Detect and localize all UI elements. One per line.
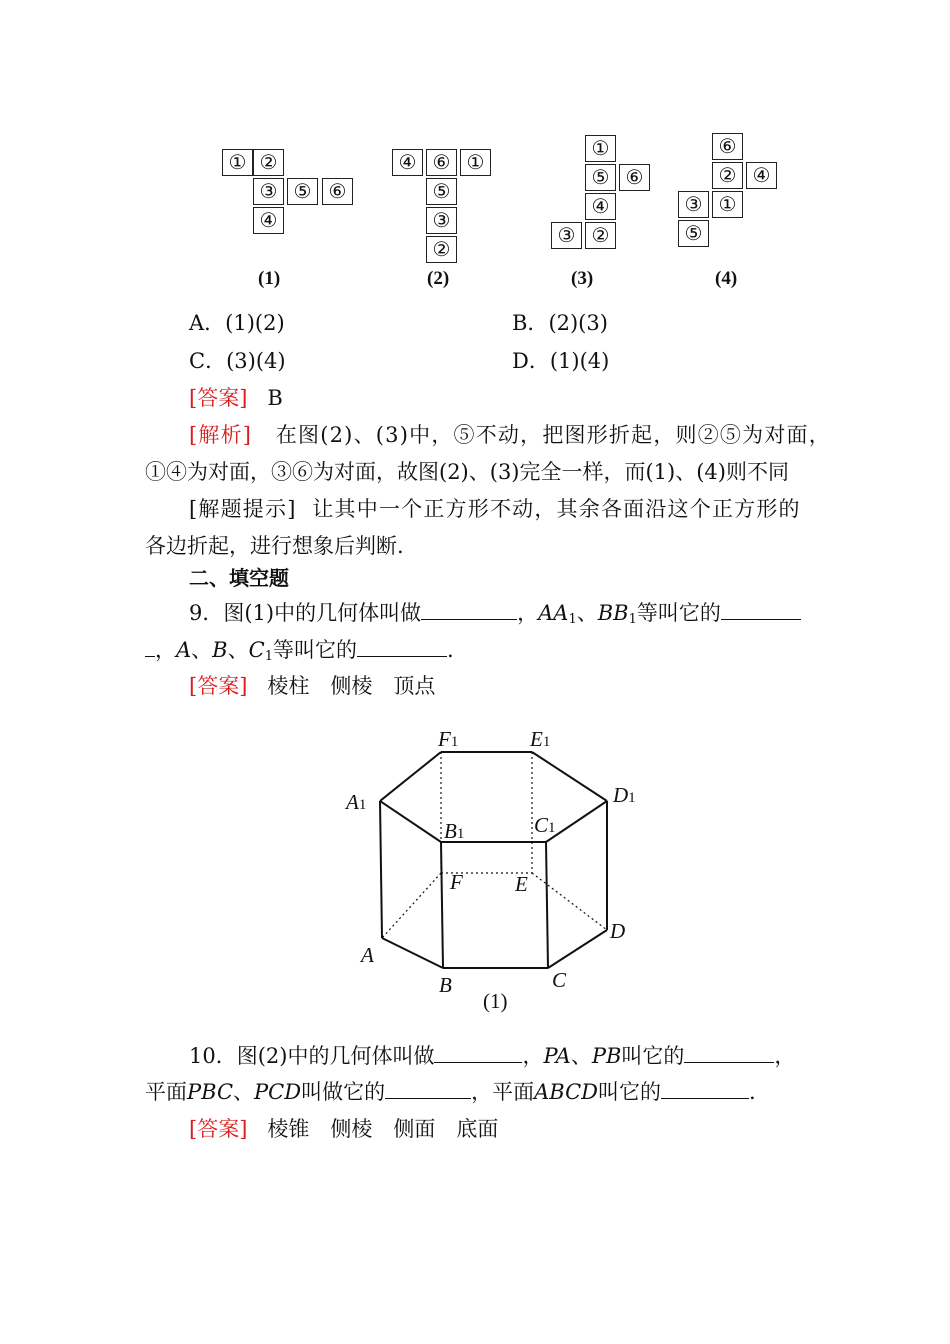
net-label: (1) [258, 268, 281, 289]
vertex-label: D [613, 783, 629, 807]
svg-text:C1: C1 [534, 813, 556, 837]
vertex-label: D [610, 919, 626, 943]
net-cell: ④ [392, 149, 423, 176]
net-cell: ③ [678, 191, 709, 218]
svg-text:B1: B1 [444, 819, 465, 843]
q9-line1: 9．图(1)中的几何体叫做 ，$AA_1$、$BB_1$等叫它的 [189, 598, 801, 628]
net-label: (3) [571, 268, 594, 289]
option-d: D．(1)(4) [512, 349, 610, 373]
vertex-label: E [515, 872, 528, 896]
net-cell: ② [585, 222, 616, 249]
net-label: (4) [715, 268, 738, 289]
vertex-label: B [439, 973, 452, 997]
net-cell: ④ [253, 207, 284, 234]
net-cell: ⑥ [619, 164, 650, 191]
q8-analysis-line2: ①④为对面，③⑥为对面，故图(2)、(3)完全一样，而(1)、(4)则不同 [145, 460, 789, 484]
q10-line1: 10．图(2)中的几何体叫做 ，PA、PB叫它的 ， [189, 1044, 796, 1068]
net-cell: ⑤ [426, 178, 457, 205]
blank [684, 1042, 774, 1063]
option-c: C．(3)(4) [189, 349, 286, 373]
vertex-label: A [361, 943, 374, 967]
svg-text:E1: E1 [530, 727, 551, 751]
answer-tag: [答案] [189, 1117, 248, 1141]
net-cell: ⑥ [426, 149, 457, 176]
vertex-label: E [530, 727, 543, 751]
vertex-label: F [450, 870, 463, 894]
net-cell: ⑤ [585, 164, 616, 191]
vertex-label: C [552, 968, 567, 992]
answer-tag: [答案] [189, 386, 248, 410]
net-cell: ② [712, 162, 743, 189]
answer-tag: [答案] [189, 674, 248, 698]
net-cell: ⑥ [322, 178, 353, 205]
net-cell: ⑥ [712, 133, 743, 160]
net-cell: ① [585, 135, 616, 162]
net-cell: ③ [426, 207, 457, 234]
analysis-tag: [解析] [189, 423, 253, 447]
blank [434, 1042, 522, 1063]
net-cell: ④ [746, 162, 777, 189]
vertex-label: A [346, 790, 359, 814]
hint-tag: [解题提示] [189, 497, 297, 521]
section-title: 二、填空题 [189, 566, 289, 590]
net-cell: ② [253, 149, 284, 176]
net-cell: ③ [551, 222, 582, 249]
option-a: A．(1)(2) [189, 311, 285, 335]
net-cell: ② [426, 236, 457, 263]
vertex-label: B [444, 819, 457, 843]
q10-answer: [答案] 棱锥 侧棱 侧面 底面 [189, 1117, 499, 1141]
net-cell: ① [222, 149, 253, 176]
net-cell: ① [712, 191, 743, 218]
q8-answer: [答案] B [189, 386, 283, 410]
vertex-label: C [534, 813, 549, 837]
net-cell: ④ [585, 193, 616, 220]
q8-hint-line2: 各边折起，进行想象后判断. [145, 534, 404, 558]
figure-caption: (1) [483, 989, 508, 1013]
q9-line2: ，A、B、$C_1$等叫它的 . [145, 635, 454, 665]
svg-text:A1: A1 [346, 790, 367, 814]
net-cell: ③ [253, 178, 284, 205]
q10-line2: 平面PBC、PCD叫做它的 ，平面ABCD叫它的 . [145, 1080, 756, 1104]
q9-answer: [答案] 棱柱 侧棱 顶点 [189, 674, 436, 698]
net-cell: ① [460, 149, 491, 176]
net-cell: ⑤ [287, 178, 318, 205]
svg-text:D1: D1 [613, 783, 636, 807]
net-label: (2) [427, 268, 450, 289]
blank [661, 1078, 749, 1099]
q8-hint-line1: [解题提示] 让其中一个正方形不动，其余各面沿这个正方形的 [189, 497, 801, 521]
vertex-label: F [438, 727, 451, 751]
q8-analysis-line1: [解析] 在图(2)、(3)中，⑤不动，把图形折起，则②⑤为对面， [189, 423, 831, 447]
net-cell: ⑤ [678, 220, 709, 247]
option-b: B．(2)(3) [512, 311, 608, 335]
svg-text:F1: F1 [438, 727, 459, 751]
blank [385, 1078, 471, 1099]
